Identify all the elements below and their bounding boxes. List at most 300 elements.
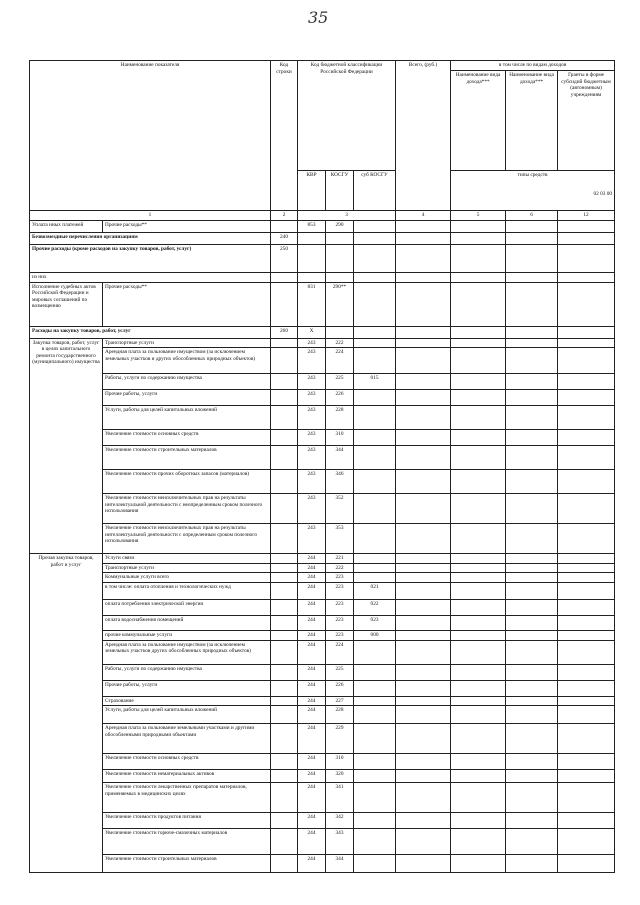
amount-cell bbox=[396, 573, 451, 583]
sub-kosgu-cell bbox=[354, 724, 396, 754]
kosgu-cell: 353 bbox=[326, 524, 354, 554]
amount-cell bbox=[451, 406, 506, 430]
amount-cell bbox=[396, 600, 451, 616]
sub-kosgu-cell bbox=[354, 446, 396, 470]
amount-cell bbox=[506, 696, 558, 706]
code-cell: 240 bbox=[271, 232, 298, 244]
code-cell bbox=[271, 724, 298, 754]
sub-kosgu-cell bbox=[354, 524, 396, 554]
amount-cell bbox=[558, 583, 615, 600]
kosgu-cell: 222 bbox=[326, 338, 354, 348]
row-label: Услуги, работы для целей капитальных вложений bbox=[103, 706, 271, 724]
code-cell bbox=[271, 664, 298, 680]
kosgu-cell: 223 bbox=[326, 631, 354, 641]
kosgu-cell: 224 bbox=[326, 348, 354, 374]
code-cell bbox=[271, 706, 298, 724]
amount-cell bbox=[451, 724, 506, 754]
amount-cell bbox=[506, 430, 558, 446]
sub-kosgu-cell bbox=[354, 855, 396, 873]
sub-kosgu-cell bbox=[354, 664, 396, 680]
kvr-cell: 244 bbox=[298, 640, 326, 664]
col-num: 3 bbox=[298, 211, 396, 221]
amount-cell bbox=[396, 754, 451, 770]
sub-kosgu-cell bbox=[354, 390, 396, 406]
amount-cell bbox=[396, 631, 451, 641]
amount-cell bbox=[506, 573, 558, 583]
col-num: 6 bbox=[506, 211, 558, 221]
header-source-code bbox=[451, 171, 615, 211]
sub-kosgu-cell bbox=[354, 563, 396, 573]
row-label: Прочие расходы (кроме расходов на закупку товаров, работ, услуг) bbox=[30, 244, 271, 272]
code-cell bbox=[271, 446, 298, 470]
kvr-cell: 244 bbox=[298, 813, 326, 829]
row-label: Увеличение стоимости прочих оборотных запасов (материалов) bbox=[103, 470, 271, 494]
kvr-cell: 244 bbox=[298, 573, 326, 583]
amount-cell bbox=[558, 446, 615, 470]
kvr-cell: 853 bbox=[298, 220, 326, 232]
amount-cell bbox=[396, 430, 451, 446]
row-label: Коммунальные услуги всего bbox=[103, 573, 271, 583]
kosgu-cell: 227 bbox=[326, 696, 354, 706]
header-name: Наименование показателя bbox=[30, 61, 271, 211]
amount-cell bbox=[451, 494, 506, 524]
kosgu-cell: 290** bbox=[326, 282, 354, 326]
table-row bbox=[30, 783, 615, 813]
amount-cell bbox=[451, 374, 506, 390]
amount-cell bbox=[396, 770, 451, 783]
sub-kosgu-cell bbox=[354, 813, 396, 829]
amount-cell bbox=[506, 813, 558, 829]
amount-cell bbox=[506, 470, 558, 494]
table-row bbox=[30, 430, 615, 446]
code-cell bbox=[271, 374, 298, 390]
amount-cell bbox=[506, 664, 558, 680]
table-row bbox=[30, 573, 615, 583]
amount-cell bbox=[558, 348, 615, 374]
code-cell bbox=[271, 680, 298, 696]
kosgu-cell: 342 bbox=[326, 813, 354, 829]
sub-kosgu-cell: 021 bbox=[354, 583, 396, 600]
row-label: Увеличение стоимости основных средств bbox=[103, 754, 271, 770]
sub-kosgu-cell bbox=[354, 494, 396, 524]
sub-kosgu-cell bbox=[354, 348, 396, 374]
row-label: Уплата иных платежей bbox=[30, 220, 103, 232]
table-row bbox=[30, 446, 615, 470]
sub-kosgu-cell bbox=[354, 470, 396, 494]
code-cell bbox=[271, 524, 298, 554]
amount-cell bbox=[451, 470, 506, 494]
table-row bbox=[30, 338, 615, 348]
kvr-cell: 243 bbox=[298, 446, 326, 470]
amount-cell bbox=[558, 600, 615, 616]
row-label: Увеличение стоимости строительных материалов bbox=[103, 446, 271, 470]
amount-cell bbox=[558, 706, 615, 724]
kvr-cell: 244 bbox=[298, 554, 326, 564]
source-code-label: типы средств bbox=[517, 172, 548, 178]
amount-cell bbox=[558, 573, 615, 583]
kvr-cell: X bbox=[298, 326, 326, 338]
amount-cell bbox=[451, 600, 506, 616]
kosgu-cell: 343 bbox=[326, 829, 354, 855]
amount-cell bbox=[558, 696, 615, 706]
kvr-cell: 244 bbox=[298, 696, 326, 706]
amount-cell bbox=[451, 770, 506, 783]
amount-cell bbox=[451, 696, 506, 706]
plan-table bbox=[29, 60, 615, 873]
table-row bbox=[30, 855, 615, 873]
kvr-cell: 244 bbox=[298, 563, 326, 573]
row-label: Работы, услуги по содержанию имущества bbox=[103, 664, 271, 680]
amount-cell bbox=[506, 390, 558, 406]
amount-cell bbox=[558, 640, 615, 664]
table-row bbox=[30, 706, 615, 724]
kosgu-cell: 228 bbox=[326, 406, 354, 430]
sub-kosgu-cell bbox=[354, 640, 396, 664]
sub-kosgu-cell: 015 bbox=[354, 374, 396, 390]
source-code: 02 03 00 bbox=[593, 190, 613, 197]
amount-cell bbox=[506, 724, 558, 754]
amount-cell bbox=[506, 829, 558, 855]
code-cell bbox=[271, 600, 298, 616]
code-cell bbox=[271, 813, 298, 829]
amount-cell bbox=[558, 664, 615, 680]
code-cell bbox=[271, 348, 298, 374]
amount-cell bbox=[558, 406, 615, 430]
amount-cell bbox=[451, 573, 506, 583]
kvr-cell: 243 bbox=[298, 430, 326, 446]
amount-cell bbox=[396, 470, 451, 494]
amount-cell bbox=[506, 524, 558, 554]
amount-cell bbox=[396, 724, 451, 754]
kosgu-cell: 344 bbox=[326, 855, 354, 873]
amount-cell bbox=[506, 406, 558, 430]
amount-cell bbox=[506, 770, 558, 783]
table-row bbox=[30, 829, 615, 855]
code-cell bbox=[271, 829, 298, 855]
amount-cell bbox=[396, 348, 451, 374]
amount-cell bbox=[506, 640, 558, 664]
sub-kosgu-cell: 022 bbox=[354, 600, 396, 616]
table-row bbox=[30, 563, 615, 573]
sub-kosgu-cell bbox=[354, 829, 396, 855]
kosgu-cell: 221 bbox=[326, 554, 354, 564]
code-cell bbox=[271, 583, 298, 600]
sub-kosgu-cell bbox=[354, 680, 396, 696]
code-cell bbox=[271, 696, 298, 706]
amount-cell bbox=[558, 631, 615, 641]
kvr-cell: 243 bbox=[298, 348, 326, 374]
amount-cell bbox=[451, 338, 506, 348]
table-row bbox=[30, 406, 615, 430]
row-label: Арендная плата за пользование земельными участками и другими обособленными природными объектами bbox=[103, 724, 271, 754]
sub-kosgu-cell bbox=[354, 696, 396, 706]
sub-kosgu-cell bbox=[354, 338, 396, 348]
row-label: Увеличение стоимости основных средств bbox=[103, 430, 271, 446]
row-label: Расходы на закупку товаров, работ, услуг bbox=[30, 326, 271, 338]
kosgu-cell: 310 bbox=[326, 430, 354, 446]
table-row bbox=[30, 470, 615, 494]
amount-cell bbox=[506, 616, 558, 631]
amount-cell bbox=[451, 524, 506, 554]
row-label: Увеличение стоимости строительных материалов bbox=[103, 855, 271, 873]
amount-cell bbox=[451, 754, 506, 770]
amount-cell bbox=[451, 583, 506, 600]
kosgu-cell: 223 bbox=[326, 583, 354, 600]
amount-cell bbox=[506, 494, 558, 524]
kvr-cell: 244 bbox=[298, 783, 326, 813]
amount-cell bbox=[558, 338, 615, 348]
amount-cell bbox=[396, 494, 451, 524]
kosgu-cell: 344 bbox=[326, 446, 354, 470]
table-row bbox=[30, 724, 615, 754]
row-label: Страхование bbox=[103, 696, 271, 706]
row-label: Увеличение стоимости нематериальных активов bbox=[103, 770, 271, 783]
amount-cell bbox=[451, 829, 506, 855]
page-number: 35 bbox=[308, 8, 329, 27]
amount-cell bbox=[451, 855, 506, 873]
header-incl: в том числе по видам доходов bbox=[451, 61, 615, 71]
kosgu-cell: 346 bbox=[326, 470, 354, 494]
kvr-cell: 243 bbox=[298, 338, 326, 348]
kvr-cell: 244 bbox=[298, 616, 326, 631]
code-cell bbox=[271, 390, 298, 406]
amount-cell bbox=[558, 724, 615, 754]
amount-cell bbox=[396, 374, 451, 390]
amount-cell bbox=[396, 706, 451, 724]
kosgu-cell: 222 bbox=[326, 563, 354, 573]
kvr-cell: 243 bbox=[298, 406, 326, 430]
amount-cell bbox=[451, 664, 506, 680]
code-cell bbox=[271, 783, 298, 813]
table-row bbox=[30, 664, 615, 680]
amount-cell bbox=[396, 696, 451, 706]
amount-cell bbox=[451, 348, 506, 374]
amount-cell bbox=[558, 470, 615, 494]
sub-kosgu-cell bbox=[354, 706, 396, 724]
amount-cell bbox=[451, 430, 506, 446]
kvr-cell: 244 bbox=[298, 680, 326, 696]
group-label: Прочая закупка товаров, работ и услуг bbox=[30, 554, 103, 873]
amount-cell bbox=[396, 390, 451, 406]
table-row bbox=[30, 600, 615, 616]
amount-cell bbox=[396, 829, 451, 855]
amount-cell bbox=[558, 813, 615, 829]
row-label: Исполнение судебных актов Российской Федерации и мировых соглашений по возмещению bbox=[30, 282, 103, 326]
code-cell bbox=[271, 470, 298, 494]
row-label: Увеличение стоимости неисключительных прав на результаты интеллектуальной деятельности с определенным сроком полезного использования bbox=[103, 524, 271, 554]
kosgu-cell: 229 bbox=[326, 724, 354, 754]
amount-cell bbox=[451, 813, 506, 829]
row-label: Арендная плата за пользование имуществом (за исключением земельных участков других обособленных природных объектов) bbox=[103, 640, 271, 664]
kosgu-cell: 320 bbox=[326, 770, 354, 783]
amount-cell bbox=[558, 783, 615, 813]
kosgu-cell: 226 bbox=[326, 390, 354, 406]
table-row bbox=[30, 583, 615, 600]
amount-cell bbox=[396, 664, 451, 680]
amount-cell bbox=[558, 494, 615, 524]
row-label: в том числе: оплата отопления и технологических нужд bbox=[103, 583, 271, 600]
row-label: Транспортные услуги bbox=[103, 563, 271, 573]
amount-cell bbox=[558, 524, 615, 554]
code-cell bbox=[271, 573, 298, 583]
amount-cell bbox=[396, 338, 451, 348]
amount-cell bbox=[506, 554, 558, 564]
table-row bbox=[30, 554, 615, 564]
amount-cell bbox=[451, 554, 506, 564]
amount-cell bbox=[506, 374, 558, 390]
code-cell bbox=[271, 616, 298, 631]
header-sub-kosgu: суб КОСГУ bbox=[354, 171, 396, 211]
amount-cell bbox=[451, 680, 506, 696]
amount-cell bbox=[396, 554, 451, 564]
code-cell bbox=[271, 631, 298, 641]
kosgu-cell: 225 bbox=[326, 374, 354, 390]
kvr-cell: 831 bbox=[298, 282, 326, 326]
table-row bbox=[30, 754, 615, 770]
kvr-cell: 244 bbox=[298, 706, 326, 724]
code-cell bbox=[271, 494, 298, 524]
amount-cell bbox=[451, 446, 506, 470]
table-row bbox=[30, 616, 615, 631]
code-cell bbox=[271, 406, 298, 430]
amount-cell bbox=[396, 446, 451, 470]
kosgu-cell: 223 bbox=[326, 616, 354, 631]
code-cell bbox=[271, 430, 298, 446]
sub-kosgu-cell bbox=[354, 554, 396, 564]
amount-cell bbox=[396, 524, 451, 554]
amount-cell bbox=[396, 680, 451, 696]
row-label: Прочие работы, услуги bbox=[103, 680, 271, 696]
amount-cell bbox=[506, 446, 558, 470]
col-num: 5 bbox=[451, 211, 506, 221]
header-kvr: КВР bbox=[298, 171, 326, 211]
amount-cell bbox=[558, 616, 615, 631]
sub-kosgu-cell bbox=[354, 770, 396, 783]
header-grants: Гранты в форме субсидий бюджетным (автономным) учреждениям bbox=[558, 71, 615, 171]
amount-cell bbox=[506, 783, 558, 813]
kosgu-cell: 290 bbox=[326, 220, 354, 232]
row-sub-label: Прочие расходы** bbox=[103, 282, 271, 326]
amount-cell bbox=[396, 640, 451, 664]
table-row bbox=[30, 374, 615, 390]
row-label: Услуги, работы для целей капитальных вложений bbox=[103, 406, 271, 430]
sub-kosgu-cell bbox=[354, 573, 396, 583]
row-label: Безвозмездные перечисления организациям bbox=[30, 232, 271, 244]
amount-cell bbox=[396, 855, 451, 873]
group-label: Закупка товаров, работ, услуг в целях капитального ремонта государственного (муниципального) имущества bbox=[30, 338, 103, 554]
table-row bbox=[30, 813, 615, 829]
kosgu-cell: 310 bbox=[326, 754, 354, 770]
code-cell: 250 bbox=[271, 244, 298, 272]
table-row bbox=[30, 640, 615, 664]
amount-cell bbox=[558, 430, 615, 446]
table-row bbox=[30, 631, 615, 641]
amount-cell bbox=[451, 616, 506, 631]
kvr-cell: 244 bbox=[298, 631, 326, 641]
kosgu-cell: 224 bbox=[326, 640, 354, 664]
header-code: Код строки bbox=[271, 61, 298, 211]
amount-cell bbox=[506, 631, 558, 641]
amount-cell bbox=[451, 706, 506, 724]
amount-cell bbox=[451, 631, 506, 641]
row-label: из них bbox=[30, 272, 271, 282]
amount-cell bbox=[558, 855, 615, 873]
header-kosgu: КОСГУ bbox=[326, 171, 354, 211]
col-num: 4 bbox=[396, 211, 451, 221]
code-cell bbox=[271, 770, 298, 783]
amount-cell bbox=[396, 563, 451, 573]
kvr-cell: 244 bbox=[298, 664, 326, 680]
row-label: Работы, услуги по содержанию имущества bbox=[103, 374, 271, 390]
amount-cell bbox=[451, 640, 506, 664]
code-cell bbox=[271, 563, 298, 573]
amount-cell bbox=[506, 680, 558, 696]
kvr-cell: 243 bbox=[298, 524, 326, 554]
kosgu-cell: 223 bbox=[326, 573, 354, 583]
col-num: 2 bbox=[271, 211, 298, 221]
header-total: Всего, (руб.) bbox=[396, 61, 451, 211]
sub-kosgu-cell bbox=[354, 406, 396, 430]
row-label: Транспортные услуги bbox=[103, 338, 271, 348]
amount-cell bbox=[558, 390, 615, 406]
kosgu-cell: 228 bbox=[326, 706, 354, 724]
col-num: 12 bbox=[558, 211, 615, 221]
amount-cell bbox=[558, 754, 615, 770]
amount-cell bbox=[396, 583, 451, 600]
table-row bbox=[30, 494, 615, 524]
code-cell bbox=[271, 754, 298, 770]
amount-cell bbox=[506, 348, 558, 374]
amount-cell bbox=[558, 563, 615, 573]
table-row bbox=[30, 348, 615, 374]
code-cell: 260 bbox=[271, 326, 298, 338]
row-label: Арендная плата за пользование имуществом (за исключением земельных участков и других обособленных природных объектов) bbox=[103, 348, 271, 374]
table-row bbox=[30, 680, 615, 696]
kvr-cell: 244 bbox=[298, 855, 326, 873]
table-row bbox=[30, 696, 615, 706]
kvr-cell: 243 bbox=[298, 494, 326, 524]
amount-cell bbox=[451, 563, 506, 573]
kvr-cell: 244 bbox=[298, 724, 326, 754]
table-row bbox=[30, 770, 615, 783]
header-income-kind-2: Наименование вида дохода*** bbox=[506, 71, 558, 171]
table-row bbox=[30, 390, 615, 406]
amount-cell bbox=[506, 706, 558, 724]
table-row bbox=[30, 524, 615, 554]
kosgu-cell: 226 bbox=[326, 680, 354, 696]
amount-cell bbox=[558, 829, 615, 855]
kvr-cell: 244 bbox=[298, 754, 326, 770]
amount-cell bbox=[506, 563, 558, 573]
amount-cell bbox=[396, 406, 451, 430]
kvr-cell: 243 bbox=[298, 390, 326, 406]
code-cell bbox=[271, 640, 298, 664]
amount-cell bbox=[558, 680, 615, 696]
row-label: Услуги связи bbox=[103, 554, 271, 564]
kosgu-cell: 223 bbox=[326, 600, 354, 616]
row-label: оплата водоснабжения помещений bbox=[103, 616, 271, 631]
kosgu-cell: 352 bbox=[326, 494, 354, 524]
kosgu-cell: 341 bbox=[326, 783, 354, 813]
row-sub-label: Прочие расходы** bbox=[103, 220, 271, 232]
amount-cell bbox=[506, 583, 558, 600]
amount-cell bbox=[396, 783, 451, 813]
amount-cell bbox=[558, 374, 615, 390]
amount-cell bbox=[558, 770, 615, 783]
sub-kosgu-cell: 000 bbox=[354, 631, 396, 641]
amount-cell bbox=[558, 554, 615, 564]
header-kbk: Код бюджетной классификации Российской Федерации bbox=[298, 61, 396, 171]
